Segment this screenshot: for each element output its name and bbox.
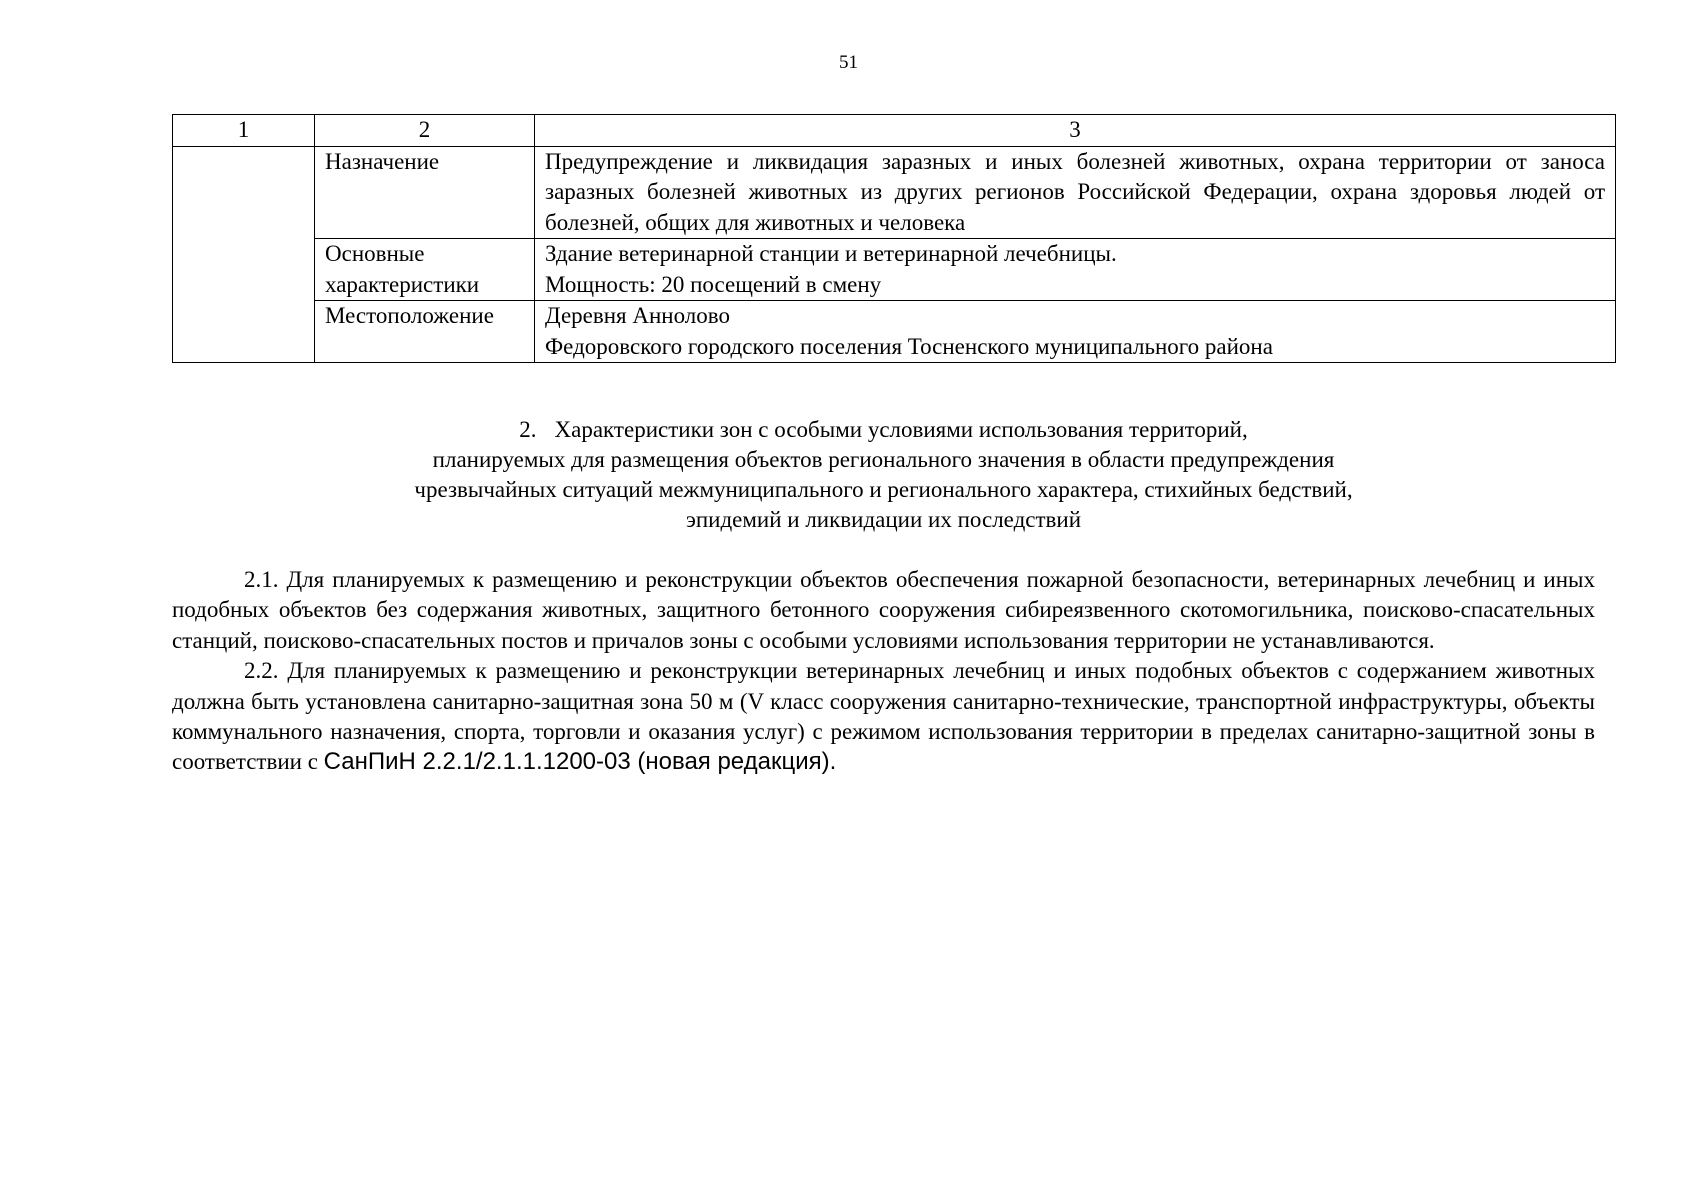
paragraph-2-1: 2.1. Для планируемых к размещению и реконструкции объектов обеспечения пожарной безопасности, ветеринарных лечебниц и иных подобных объектов без содержания животных, защитного бетонного сооружения сибиреязвенного скотомогильника, поисково-спасательных станций, поисково-спасательных постов и причалов зоны с особыми условиями использования территории не устанавливаются. [172,567,1595,653]
location-line-2: Федоровского городского поселения Тосненского муниципального района [545,333,1273,359]
page-number: 51 [839,52,858,73]
section-title-line-3: чрезвычайных ситуаций межмуниципального и регионального характера, стихийных бедствий, [414,477,1353,502]
row-label-location: Местоположение [315,301,535,363]
row-label-purpose: Назначение [315,146,535,239]
section-number: 2. [519,417,537,442]
characteristics-line-2: Мощность: 20 посещений в смену [545,271,882,297]
paragraph-2-2 [172,656,1595,778]
table-header-col2: 2 [315,115,535,147]
section-title [172,415,1595,535]
table-header-col1: 1 [173,115,315,147]
section-title-text-1: Характеристики зон с особыми условиями использования территорий, [554,417,1248,442]
characteristics-line-1: Здание ветеринарной станции и ветеринарной лечебницы. [545,241,1117,266]
table-header-col3: 3 [535,115,1616,147]
table-header-row [173,115,1616,147]
paragraph-2-2-main: 2.2. Для планируемых к размещению и реконструкции ветеринарных лечебниц и иных подобных объектов с содержанием животных должна быть установлена санитарно-защитная зона 50 м (V класс сооружения санитарно-технические, транспортной инфраструктуры, объекты коммунального назначения, спорта, торговли и оказания услуг) с режимом использования территории в пределах санитарно-защитной зоны в соответствии с [172,658,1595,775]
section-title-line-2: планируемых для размещения объектов регионального значения в области предупреждения [432,447,1335,472]
row-value-characteristics [535,239,1616,301]
table-row [173,301,1616,363]
row-value-purpose: Предупреждение и ликвидация заразных и иных болезней животных, охрана территории от заноса заразных болезней животных из других регионов Российской Федерации, охрана здоровья людей от болезней, общих для животных и человека [535,146,1616,239]
section-title-line-1 [172,415,1595,445]
sanpin-reference: СанПиН 2.2.1/2.1.1.1200-03 (новая редакция). [323,748,837,776]
section-title-line-4: эпидемий и ликвидации их последствий [685,507,1082,532]
characteristics-table [172,114,1616,363]
row-value-location [535,301,1616,363]
table-row [173,239,1616,301]
table-empty-cell [173,146,315,363]
location-line-1: Деревня Аннолово [545,303,730,328]
body-text [172,565,1595,778]
table-row [173,146,1616,239]
row-label-characteristics: Основные характеристики [315,239,535,301]
